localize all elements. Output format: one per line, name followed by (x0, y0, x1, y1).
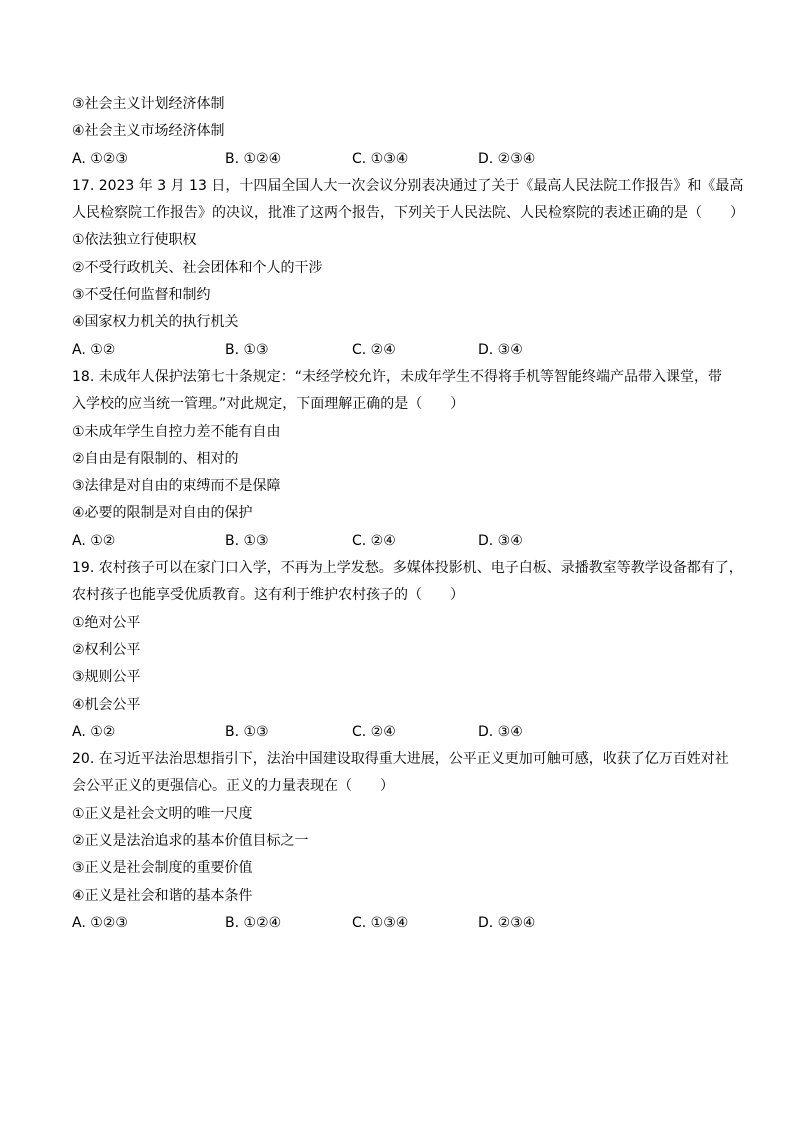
q18-stem-line-1: 18. 未成年人保护法第七十条规定：“未经学校允许，未成年学生不得将手机等智能终端产品带入课堂，带 (72, 368, 722, 385)
q16-option-b: B. ①②④ (225, 150, 282, 167)
question-17 (72, 173, 744, 364)
q19-option-d: D. ③④ (478, 723, 523, 740)
q17-option-c: C. ②④ (352, 341, 396, 358)
q19-option-c: C. ②④ (352, 723, 396, 740)
q17-stem-line-2: 人民检察院工作报告》的决议，批准了这两个报告，下列关于人民法院、人民检察院的表述正确的是（ ） (72, 205, 744, 222)
q19-options (72, 719, 722, 746)
q18-stem-line-2: 入学校的应当统一管理。”对此规定，下面理解正确的是（ ） (72, 396, 465, 413)
question-16 (72, 91, 722, 173)
q16-item-3: ③社会主义计划经济体制 (72, 96, 225, 112)
q18-option-c: C. ②④ (352, 532, 396, 549)
q20-item-4: ④正义是社会和谐的基本条件 (72, 887, 253, 904)
q17-option-a: A. ①② (72, 341, 116, 358)
q18-options (72, 528, 722, 555)
question-18 (72, 364, 722, 555)
q18-item-1: ①未成年学生自控力差不能有自由 (72, 423, 281, 440)
question-19 (72, 555, 743, 746)
q16-option-a: A. ①②③ (72, 150, 128, 167)
q18-item-2: ②自由是有限制的、相对的 (72, 450, 239, 467)
q19-item-3: ③规则公平 (72, 669, 141, 686)
q20-stem-line-1: 20. 在习近平法治思想指引下，法治中国建设取得重大进展，公平正义更加可触可感，收获了亿万百姓对社 (72, 751, 729, 768)
q20-stem-line-2: 会公平正义的更强信心。正义的力量表现在（ ） (72, 778, 394, 795)
q18-item-3: ③法律是对自由的束缚而不是保障 (72, 478, 281, 495)
q20-item-2: ②正义是法治追求的基本价值目标之一 (72, 833, 309, 850)
q18-option-b: B. ①③ (225, 532, 269, 549)
q18-item-4: ④必要的限制是对自由的保护 (72, 505, 253, 522)
q19-item-1: ①绝对公平 (72, 614, 141, 631)
q17-item-3: ③不受任何监督和制约 (72, 287, 211, 304)
q16-option-c: C. ①③④ (352, 150, 409, 167)
q20-option-a: A. ①②③ (72, 914, 128, 931)
q20-option-b: B. ①②④ (225, 914, 282, 931)
q19-stem-line-1: 19. 农村孩子可以在家门口入学，不再为上学发愁。多媒体投影机、电子白板、录播教室等教学设备都有了， (72, 560, 743, 577)
q16-item-4: ④社会主义市场经济体制 (72, 123, 225, 140)
q20-item-3: ③正义是社会制度的重要价值 (72, 860, 253, 877)
q19-item-2: ②权利公平 (72, 641, 141, 658)
q17-item-2: ②不受行政机关、社会团体和个人的干涉 (72, 259, 323, 276)
q17-option-d: D. ③④ (478, 341, 523, 358)
q17-item-4: ④国家权力机关的执行机关 (72, 314, 239, 331)
q17-stem-line-1: 17. 2023 年 3 月 13 日，十四届全国人大一次会议分别表决通过了关于《最高人民法院工作报告》和《最高 (72, 177, 744, 194)
q20-options (72, 910, 722, 937)
q20-option-d: D. ②③④ (478, 914, 536, 931)
q20-item-1: ①正义是社会文明的唯一尺度 (72, 805, 253, 822)
q19-option-b: B. ①③ (225, 723, 269, 740)
exam-page (72, 91, 744, 937)
q18-option-d: D. ③④ (478, 532, 523, 549)
q18-option-a: A. ①② (72, 532, 116, 549)
q19-stem-line-2: 农村孩子也能享受优质教育。这有利于维护农村孩子的（ ） (72, 587, 464, 604)
q19-item-4: ④机会公平 (72, 696, 141, 713)
q17-option-b: B. ①③ (225, 341, 269, 358)
q16-option-d: D. ②③④ (478, 150, 536, 167)
q20-option-c: C. ①③④ (352, 914, 409, 931)
question-20 (72, 746, 729, 937)
q17-options (72, 337, 722, 364)
q16-options (72, 146, 722, 173)
q19-option-a: A. ①② (72, 723, 116, 740)
q17-item-1: ①依法独立行使职权 (72, 232, 197, 249)
